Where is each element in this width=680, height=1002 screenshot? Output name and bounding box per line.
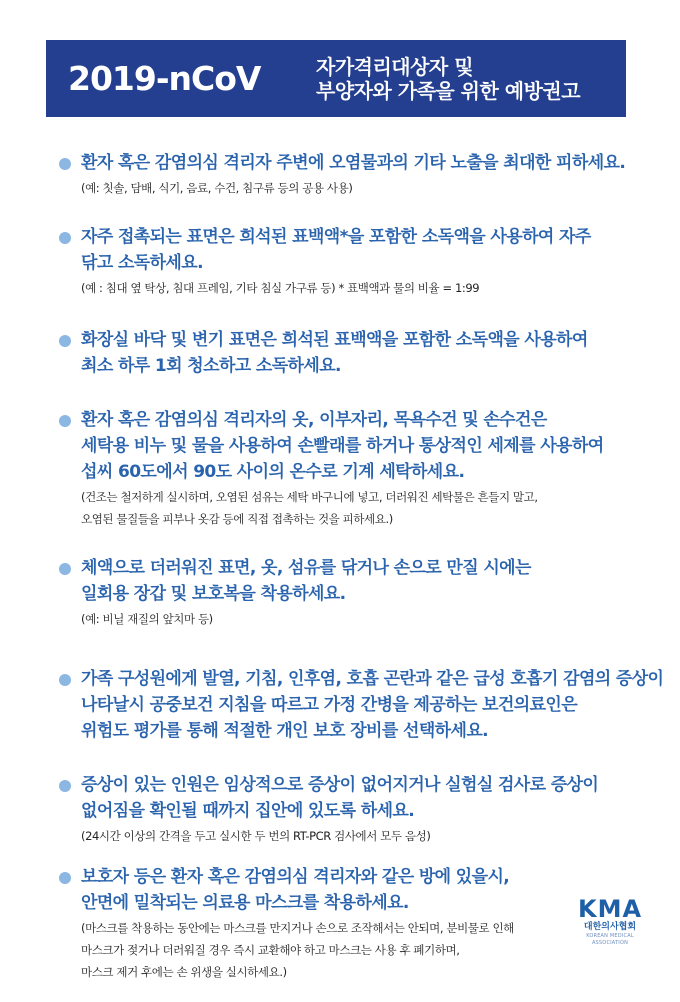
recommendation-text: 화장실 바닥 및 변기 표면은 희석된 표백액을 포함한 소독액을 사용하여 — [81, 330, 588, 350]
subtitle-line-2: 부양자와 가족을 위한 예방권고 — [316, 78, 581, 103]
bullet-icon — [59, 232, 71, 244]
recommendation-text: 나타날시 공중보건 지침을 따르고 가정 간병을 제공하는 보건의료인은 — [81, 695, 578, 715]
recommendation-text: 섭씨 60도에서 90도 사이의 온수로 기계 세탁하세요. — [81, 462, 465, 482]
recommendation-item — [55, 864, 645, 982]
recommendation-text: 일회용 장갑 및 보호복을 착용하세요. — [81, 584, 346, 604]
bullet-icon — [59, 780, 71, 792]
recommendation-item — [55, 327, 645, 379]
recommendation-list — [55, 150, 664, 1002]
page-title: 2019-nCoV — [68, 59, 261, 98]
recommendation-text: 환자 혹은 감염의심 격리자 주변에 오염물과의 기타 노출을 최대한 피하세요. — [81, 153, 626, 173]
recommendation-text: 없어짐을 확인될 때까지 집안에 있도록 하세요. — [81, 801, 415, 821]
bullet-icon — [59, 872, 71, 884]
logo-name-kr: 대한의사협회 — [583, 922, 637, 932]
recommendation-text: 환자 혹은 감염의심 격리자의 옷, 이부자리, 목욕수건 및 손수건은 — [81, 410, 547, 430]
recommendation-text: 보호자 등은 환자 혹은 감염의심 격리자와 같은 방에 있을시, — [81, 867, 510, 887]
bullet-icon — [59, 158, 71, 170]
bullet-icon — [59, 674, 71, 686]
recommendation-note: (예: 비닐 재질의 앞치마 등) — [81, 612, 213, 626]
recommendation-text: 증상이 있는 인원은 임상적으로 증상이 없어지거나 실험실 검사로 증상이 — [81, 775, 599, 795]
recommendation-note: (마스크를 착용하는 동안에는 마스크를 만지거나 손으로 조작해서는 안되며, 분비물로 인해 — [81, 921, 514, 935]
recommendation-item — [55, 555, 645, 629]
header-banner — [46, 40, 626, 117]
recommendation-note: (24시간 이상의 간격을 두고 실시한 두 번의 RT-PCR 검사에서 모두 음성) — [81, 829, 431, 843]
recommendation-item — [55, 772, 645, 846]
recommendation-text: 가족 구성원에게 발열, 기침, 인후염, 호흡 곤란과 같은 급성 호흡기 감염의 증상이 — [81, 669, 664, 689]
page-subtitle — [316, 55, 580, 103]
recommendation-note: (건조는 철저하게 실시하며, 오염된 섬유는 세탁 바구니에 넣고, 더러워진 세탁물은 흔들지 말고, — [81, 490, 538, 504]
recommendation-note: 마스크 제거 후에는 손 위생을 실시하세요.) — [81, 965, 287, 979]
logo-name-en: KOREAN MEDICAL ASSOCIATION — [586, 933, 634, 946]
recommendation-text: 자주 접촉되는 표면은 희석된 표백액*을 포함한 소독액을 사용하여 자주 — [81, 227, 591, 247]
recommendation-text: 닦고 소독하세요. — [81, 253, 203, 273]
recommendation-text: 세탁용 비누 및 물을 사용하여 손빨래를 하거나 통상적인 세제를 사용하여 — [81, 436, 604, 456]
recommendation-item — [55, 666, 664, 744]
logo-mark: KMA — [577, 895, 643, 923]
recommendation-note: 마스크가 젖거나 더러워질 경우 즉시 교환해야 하고 마스크는 사용 후 폐기하며, — [81, 943, 460, 957]
recommendation-text: 체액으로 더러워진 표면, 옷, 섬유를 닦거나 손으로 만질 시에는 — [81, 558, 531, 578]
recommendation-note: (예: 칫솔, 담배, 식기, 음료, 수건, 침구류 등의 공용 사용) — [81, 181, 353, 195]
recommendation-note: (예 : 침대 옆 탁상, 침대 프레임, 기타 침실 가구류 등) * 표백액과 물의 비율 = 1:99 — [81, 281, 480, 295]
recommendation-note: 오염된 물질들을 피부나 옷감 등에 직접 접촉하는 것을 피하세요.) — [81, 512, 393, 526]
recommendation-item — [55, 224, 645, 298]
recommendation-text: 안면에 밀착되는 의료용 마스크를 착용하세요. — [81, 893, 409, 913]
bullet-icon — [59, 415, 71, 427]
kma-logo — [568, 896, 652, 947]
recommendation-text: 위험도 평가를 통해 적절한 개인 보호 장비를 선택하세요. — [81, 721, 488, 741]
recommendation-text: 최소 하루 1회 청소하고 소독하세요. — [81, 356, 341, 376]
bullet-icon — [59, 563, 71, 575]
bullet-icon — [59, 335, 71, 347]
recommendation-item — [55, 407, 645, 529]
recommendation-item — [55, 150, 645, 198]
subtitle-line-1: 자가격리대상자 및 — [316, 54, 474, 79]
